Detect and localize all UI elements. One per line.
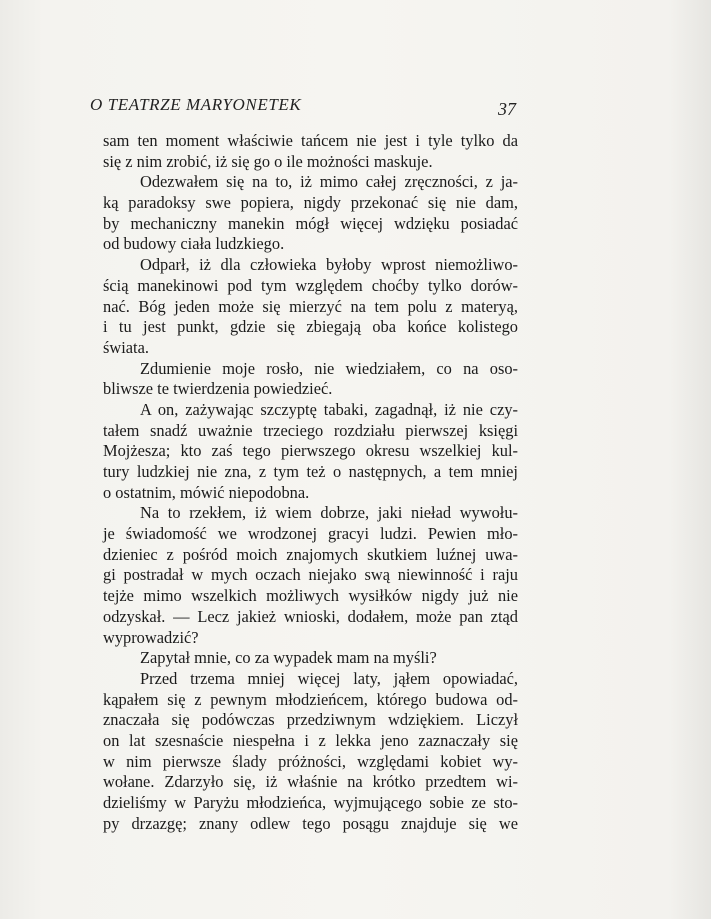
text-line: kąpałem się z pewnym młodzieńcem, którego budowa od- <box>103 689 518 709</box>
text-line: odzyskał. — Lecz jakież wnioski, dodałem, może pan ztąd <box>103 606 518 626</box>
page-header <box>90 95 520 119</box>
text-line: tury ludzkiej nie zna, z tym też o następnych, a tem mniej <box>103 462 518 481</box>
text-line: i tu jest punkt, gdzie się zbiegają oba końce kolistego <box>103 317 518 337</box>
text-line: Odparł, iż dla człowieka byłoby wprost niemożliwo- <box>140 255 518 275</box>
text-line: się z nim zrobić, iż się go o ile możności maskuje. <box>103 151 433 171</box>
text-line: A on, zażywając szczyptę tabaki, zagadnął, iż nie czy- <box>140 399 518 419</box>
text-line: sam ten moment właściwie tańcem nie jest i tyle tylko da <box>103 131 518 150</box>
page-number: 37 <box>498 99 516 119</box>
text-line: wołane. Zdarzyło się, iż właśnie na krótko przedtem wi- <box>103 772 518 792</box>
text-line: py drzazgę; znany odlew tego posągu znajduje się we <box>103 813 518 833</box>
text-line: dzieniec z pośród moich znajomych skutkiem luźnej uwa- <box>103 544 518 564</box>
text-line: nać. Bóg jeden może się mierzyć na tem polu z materyą, <box>103 296 518 316</box>
text-line: w nim pierwsze ślady próżności, względami kobiet wy- <box>103 751 518 771</box>
text-line: tejże mimo wszelkich możliwych wysiłków nigdy już nie <box>103 586 518 606</box>
body-text <box>103 131 518 834</box>
text-line: tałem snadź uważnie trzeciego rozdziału pierwszej księgi <box>103 420 518 440</box>
text-line: Zdumienie moje rosło, nie wiedziałem, co na oso- <box>140 358 518 378</box>
text-line: gi postradał w mych oczach niejako swą niewinność i raju <box>103 565 518 585</box>
text-line: Odezwałem się na to, iż mimo całej zręczności, z ja- <box>140 172 518 192</box>
text-line: Zapytał mnie, co za wypadek mam na myśli? <box>140 648 437 668</box>
text-line: wyprowadzić? <box>103 627 199 647</box>
text-line: bliwsze te twierdzenia powiedzieć. <box>103 379 333 399</box>
text-line: dzieliśmy w Paryżu młodzieńca, wyjmującego sobie ze sto- <box>103 793 518 812</box>
text-line: znaczała się podówczas przedziwnym wdziękiem. Liczył <box>103 710 518 730</box>
text-line: ścią manekinowi pod tym względem choćby tylko dorów- <box>103 275 518 295</box>
text-line: on lat szesnaście niespełna i z lekka jeno zaznaczały się <box>103 730 518 750</box>
text-line: by mechaniczny manekin mógł więcej wdzięku posiadać <box>103 213 518 233</box>
text-line: ką paradoksy swe popiera, nigdy przekonać się nie dam, <box>103 193 518 213</box>
text-line: od budowy ciała ludzkiego. <box>103 234 285 254</box>
text-line: Mojżesza; kto zaś tego pierwszego okresu wszelkiej kul- <box>103 441 518 461</box>
text-line: świata. <box>103 337 149 357</box>
text-line: Na to rzekłem, iż wiem dobrze, jaki nieład wywołu- <box>140 503 518 523</box>
text-line: o ostatnim, mówić niepodobna. <box>103 482 310 502</box>
running-title: O TEATRZE MARYONETEK <box>90 95 302 114</box>
text-line: Przed trzema mniej więcej laty, jąłem opowiadać, <box>140 668 518 688</box>
text-line: je świadomość we wrodzonej gracyi ludzi. Pewien mło- <box>103 524 518 544</box>
